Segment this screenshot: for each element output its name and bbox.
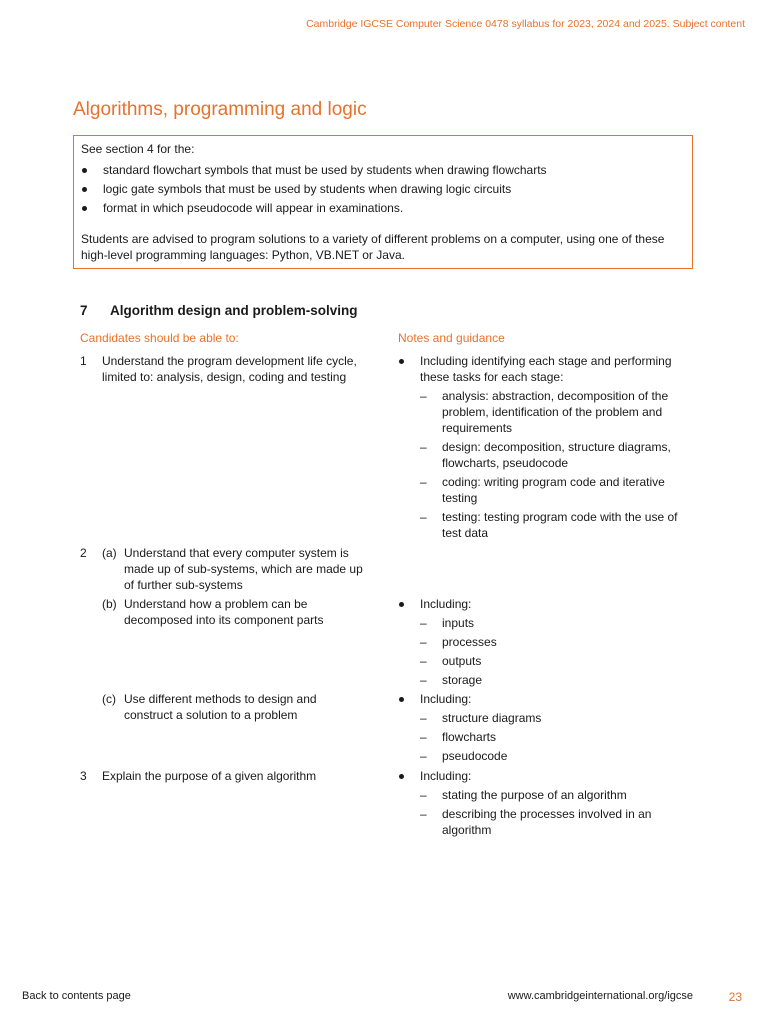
note-subitem: – processes [420,635,497,649]
topic-heading [80,303,358,318]
info-bullet: logic gate symbols that must be used by students when drawing logic circuits [81,181,685,197]
note-subitem: – analysis: abstraction, decomposition of the problem, identification of the problem and requirements [420,389,669,435]
dash-icon: – [420,788,427,802]
objective-text: Understand how a problem can be decomposed into its component parts [124,597,324,627]
bullet-icon [399,697,404,702]
note-subitem: – describing the processes involved in an algorithm [420,807,652,837]
note-subitem: – inputs [420,616,475,630]
note-bullet: Including: [398,768,688,784]
objective-text: Explain the purpose of a given algorithm [102,769,317,783]
objective-sub-label: (b) [102,597,117,611]
objective-text: Understand that every computer system is made up of sub-systems, which are made up of further sub-systems [124,546,363,592]
column-header-notes: Notes and guidance [398,331,505,345]
dash-icon: – [420,807,427,821]
dash-icon: – [420,673,427,687]
info-bullet: standard flowchart symbols that must be used by students when drawing flowcharts [81,162,685,178]
notes-2b [398,596,688,691]
objective-number: 3 [80,769,87,783]
objective-text: Use different methods to design and construct a solution to a problem [124,692,317,722]
page-number: 23 [728,990,742,1004]
back-to-contents-link[interactable]: Back to contents page [22,990,131,1002]
topic-title: Algorithm design and problem-solving [110,303,358,318]
note-subitem: – storage [420,673,483,687]
note-subitem: – outputs [420,654,482,668]
topic-number: 7 [80,303,88,318]
info-box [73,135,693,269]
dash-icon: – [420,440,427,454]
running-header: Cambridge IGCSE Computer Science 0478 syllabus for 2023, 2024 and 2025. Subject content [306,18,745,30]
section-title: Algorithms, programming and logic [73,99,367,120]
dash-icon: – [420,389,427,403]
bullet-icon [82,206,87,211]
info-advice: Students are advised to program solutions to a variety of different problems on a computer, using one of these high-level programming languages: Python, VB.NET or Java. [81,232,665,262]
note-bullet: Including: [398,691,688,707]
bullet-icon [399,359,404,364]
note-subitem: – testing: testing program code with the use of test data [420,510,678,540]
dash-icon: – [420,654,427,668]
bullet-icon [399,602,404,607]
dash-icon: – [420,475,427,489]
note-subitem: – coding: writing program code and iterative testing [420,475,665,505]
dash-icon: – [420,730,427,744]
note-sublist [420,615,688,688]
note-subitem: – design: decomposition, structure diagrams, flowcharts, pseudocode [420,440,671,470]
objective-2b [80,596,375,628]
note-subitem: – stating the purpose of an algorithm [420,788,627,802]
objective-number: 2 [80,546,87,560]
objective-sub-label: (a) [102,546,117,560]
dash-icon: – [420,616,427,630]
bullet-icon [82,187,87,192]
objective-2c [80,691,375,723]
note-subitem: – flowcharts [420,730,497,744]
info-bullet: format in which pseudocode will appear in examinations. [81,200,685,216]
dash-icon: – [420,711,427,725]
notes-2c [398,691,688,767]
info-intro: See section 4 for the: [81,142,195,156]
note-sublist [420,787,688,838]
dash-icon: – [420,510,427,524]
objective-text: Understand the program development life cycle, limited to: analysis, design, coding and testing [102,354,357,384]
objective-3 [80,768,375,784]
note-bullet: Including identifying each stage and performing these tasks for each stage: [398,353,688,385]
notes-1 [398,353,688,544]
notes-3 [398,768,688,841]
bullet-icon [82,168,87,173]
note-sublist [420,710,688,764]
column-header-candidates: Candidates should be able to: [80,331,239,345]
info-bullet-list [81,162,685,216]
note-sublist [420,388,688,541]
note-subitem: – pseudocode [420,749,508,763]
objective-sub-label: (c) [102,692,116,706]
dash-icon: – [420,749,427,763]
objective-1 [80,353,375,385]
objective-2a [80,545,375,593]
bullet-icon [399,774,404,779]
note-bullet: Including: [398,596,688,612]
dash-icon: – [420,635,427,649]
note-subitem: – structure diagrams [420,711,542,725]
objective-number: 1 [80,354,87,368]
website-link[interactable]: www.cambridgeinternational.org/igcse [507,990,693,1002]
